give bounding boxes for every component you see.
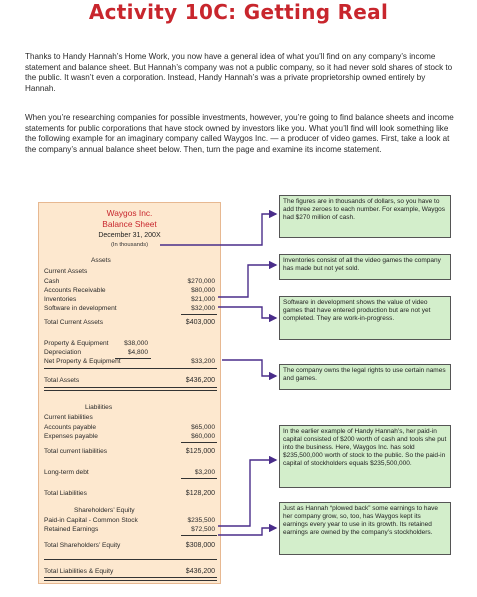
current-liabilities-label: Current liabilities — [44, 414, 93, 421]
total-assets-value: $436,200 — [185, 377, 215, 384]
ap-value: $65,000 — [191, 424, 215, 431]
total-equity-value: $308,000 — [185, 542, 215, 549]
sheet-date: December 31, 200X — [98, 232, 161, 239]
total-current-liab-value: $125,000 — [185, 448, 215, 455]
ppe-label: Property & Equipment — [44, 340, 109, 347]
total-current-liab-label: Total current liabilities — [44, 448, 108, 455]
net-ppe-label: Net Property & Equipment — [44, 358, 121, 365]
intro-paragraph-1: Thanks to Handy Hannah’s Home Work, you now have a general idea of what you’ll find on any company’s income statement and balance sheet. But Hannah’s company was not a public company, so it had never sold shares of stock to the public. It wasn’t even a corporation. Instead, Handy Hannah’s was a private proprietorship owned entirely by Hannah. — [25, 52, 453, 93]
ap-label: Accounts payable — [44, 424, 97, 431]
total-assets-label: Total Assets — [44, 377, 80, 384]
equity-heading: Shareholders’ Equity — [74, 507, 135, 514]
inventories-value: $21,000 — [191, 296, 215, 303]
total-equity-label: Total Shareholders’ Equity — [44, 542, 121, 549]
note-units: The figures are in thousands of dollars, so you have to add three zeroes to each number. For example, Waygos had $270 million of cash. — [279, 195, 451, 238]
ar-value: $80,000 — [191, 287, 215, 294]
retained-value: $72,500 — [191, 526, 215, 533]
ppe-value: $38,000 — [124, 340, 148, 347]
cash-value: $270,000 — [187, 278, 215, 285]
paid-in-value: $235,500 — [187, 517, 215, 524]
intro-paragraph-2: When you’re researching companies for possible investments, however, you’re going to find balance sheets and income statements for public corporations that have stock owned by investors like you. What you’ll find will look something like the following example for an imaginary company called Waygos Inc. — a producer of video games. First, take a look at the company’s annual balance sheet below. Then, turn the page and examine its income statement. — [25, 113, 454, 154]
inventories-label: Inventories — [44, 296, 77, 303]
current-assets-label: Current Assets — [44, 268, 88, 275]
page-title: Activity 10C: Getting Real — [88, 0, 389, 24]
ltd-label: Long-term debt — [44, 469, 89, 476]
note-inventories: Inventories consist of all the video games the company has made but not yet sold. — [279, 254, 451, 280]
assets-heading: Assets — [91, 257, 111, 264]
liabilities-heading: Liabilities — [85, 404, 113, 411]
total-current-assets-label: Total Current Assets — [44, 319, 104, 326]
total-liab-label: Total Liabilities — [44, 490, 87, 497]
note-ppe: The company owns the legal rights to use certain names and games. — [279, 364, 451, 390]
sheet-units: (In thousands) — [110, 242, 149, 248]
total-current-assets-value: $403,000 — [185, 319, 215, 326]
expenses-label: Expenses payable — [44, 433, 98, 440]
ltd-value: $3,200 — [194, 469, 215, 476]
software-value: $32,000 — [191, 305, 215, 312]
depreciation-label: Depreciation — [44, 349, 82, 356]
sheet-company: Waygos Inc. — [106, 208, 153, 218]
paid-in-label: Paid-in Capital - Common Stock — [44, 517, 138, 524]
total-le-label: Total Liabilities & Equity — [44, 568, 114, 575]
total-liab-value: $128,200 — [185, 490, 215, 497]
retained-label: Retained Earnings — [44, 526, 99, 533]
note-software: Software in development shows the value of video games that have entered production but are not yet completed. They are work-in-progress. — [279, 296, 451, 340]
software-label: Software in development — [44, 305, 117, 312]
expenses-value: $60,000 — [191, 433, 215, 440]
total-le-value: $436,200 — [185, 568, 215, 575]
cash-label: Cash — [44, 278, 60, 285]
net-ppe-value: $33,200 — [191, 358, 215, 365]
ar-label: Accounts Receivable — [44, 287, 106, 294]
note-paid-in: In the earlier example of Handy Hannah’s, her paid-in capital consisted of $200 worth of cash and tools she put into the business. Here, Waygos Inc. has sold $235,500,000 worth of stock to the public. So the paid-in capital of stockholders equals $235,500,000. — [279, 425, 451, 488]
sheet-name: Balance Sheet — [102, 219, 157, 229]
depreciation-value: $4,800 — [127, 349, 148, 356]
note-retained: Just as Hannah “plowed back” some earnings to have her company grow, so, too, has Waygos kept its earnings every year to use in its growth. Its retained earnings are owned by the company’s stockholders. — [279, 502, 451, 555]
